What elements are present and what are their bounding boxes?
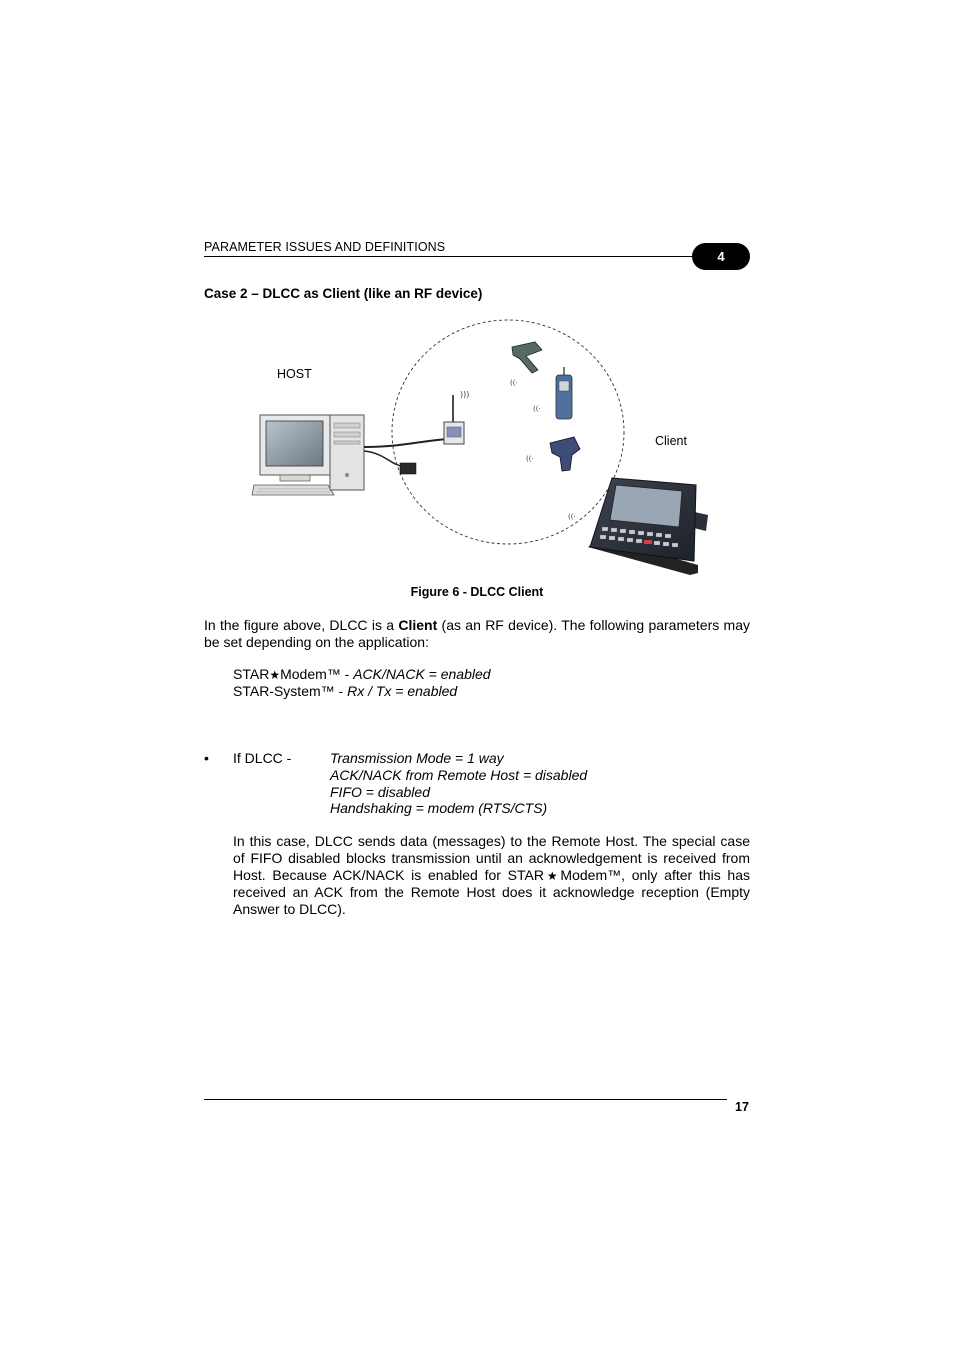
- star-icon: ★: [269, 668, 281, 682]
- page-number: 17: [735, 1100, 749, 1114]
- intro-bold-word: Client: [398, 617, 438, 633]
- svg-text:))): ))): [460, 390, 470, 399]
- intro-paragraph: [204, 617, 750, 651]
- svg-text:((·: ((·: [568, 513, 576, 521]
- figure-caption: Figure 6 - DLCC Client: [410, 585, 544, 599]
- presentation-scanner-icon: [526, 437, 580, 471]
- figure-dlcc-client: [250, 315, 710, 580]
- setting-line-star-system: STAR-System™ - Rx / Tx = enabled: [233, 683, 458, 699]
- host-computer-icon: [252, 415, 364, 495]
- power-cable: [364, 451, 405, 467]
- section-title: Case 2 – DLCC as Client (like an RF device): [204, 286, 483, 301]
- footer-rule: [204, 1099, 727, 1100]
- dlcc-radio-icon: [444, 390, 469, 444]
- bullet-items: [330, 750, 587, 817]
- vehicle-terminal-icon: [568, 478, 708, 575]
- header-rule: [204, 256, 704, 257]
- svg-text:((·: ((·: [533, 405, 541, 413]
- intro-text-before: In the figure above, DLCC is a: [204, 617, 399, 633]
- list-item: Handshaking = modem (RTS/CTS): [330, 800, 548, 817]
- list-item: FIFO = disabled: [330, 783, 430, 800]
- list-item: ACK/NACK from Remote Host = disabled: [330, 766, 588, 783]
- host-label: HOST: [277, 367, 312, 381]
- setting-line-star-modem: STAR★Modem™ - ACK/NACK = enabled: [233, 666, 491, 682]
- bullet-lead: If DLCC -: [233, 750, 292, 766]
- serial-cable: [364, 439, 448, 447]
- gun-scanner-icon: [510, 342, 542, 387]
- rf-range-circle: [392, 320, 624, 544]
- running-header: PARAMETER ISSUES AND DEFINITIONS: [204, 240, 446, 254]
- handheld-terminal-icon: [533, 367, 572, 419]
- list-item: Transmission Mode = 1 way: [330, 750, 504, 766]
- star-icon: ★: [543, 868, 561, 883]
- intro-text-after: (as an RF device). The following parameters may be set depending on the application:: [204, 617, 751, 650]
- client-label: Client: [655, 434, 687, 448]
- power-adapter-icon: [400, 463, 416, 474]
- svg-text:((·: ((·: [510, 379, 518, 387]
- chapter-badge: 4: [692, 243, 750, 270]
- network-diagram: [250, 315, 710, 580]
- bullet-marker: •: [204, 750, 209, 766]
- svg-text:((·: ((·: [526, 455, 534, 463]
- explanation-paragraph: In this case, DLCC sends data (messages) to the Remote Host. The special case of FIFO disabled blocks transmission until an acknowledgement is received from Host. Because ACK/NACK is enabled for STAR★Modem™, only after this has received an ACK from the Remote Host does it acknowledge reception (Empty Answer to DLCC).: [233, 833, 750, 918]
